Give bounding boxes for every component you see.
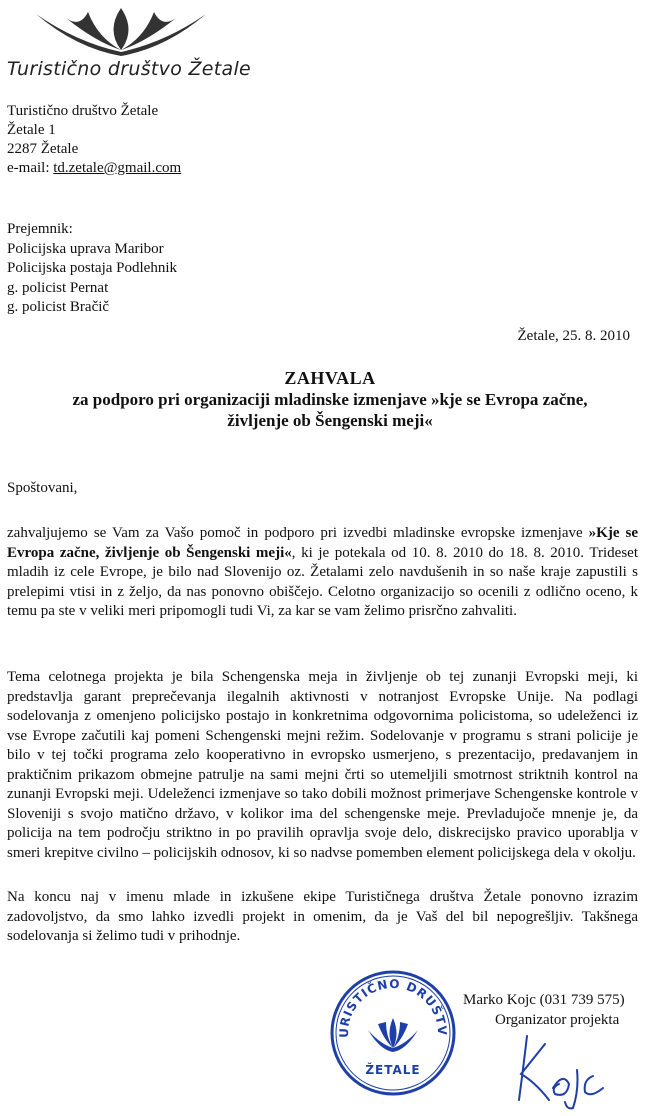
title-line-3: življenje ob Šengenski meji«	[227, 411, 433, 430]
greeting: Spoštovani,	[7, 480, 78, 496]
letter-date: Žetale, 25. 8. 2010	[517, 328, 630, 344]
sender-name: Turistično društvo Žetale	[7, 103, 159, 119]
sender-email-line	[7, 159, 181, 178]
organization-stamp	[328, 968, 458, 1098]
recipient-line: g. policist Pernat	[7, 279, 109, 296]
signatory-name: Marko Kojc (031 739 575)	[463, 992, 625, 1008]
recipient-label: Prejemnik:	[7, 221, 73, 237]
title-line-2: za podporo pri organizaciji mladinske izmenjave »kje se Evropa začne,	[72, 390, 588, 409]
letter-title	[0, 368, 660, 431]
recipient-line: Policijska postaja Podlehnik	[7, 260, 177, 276]
org-name: Turistično društvo Žetale	[7, 58, 252, 80]
paragraph-1-part-1: zahvaljujemo se Vam za Vašo pomoč in podporo pri izvedbi mladinske evropske izmenjave	[7, 525, 589, 541]
stamp-top-text: URISTIČNO DRUŠTV	[336, 976, 450, 1038]
project-name: »Kje se Evropa začne, življenje ob Šengenski meji«	[7, 525, 638, 561]
lotus-icon	[36, 8, 206, 56]
recipient-line: Policijska uprava Maribor	[7, 240, 164, 257]
stamp-bottom-text: ŽETALE	[365, 1063, 421, 1077]
paragraph-3: Na koncu naj v imenu mlade in izkušene ekipe Turističnega društva Žetale ponovno izrazim zadovoljstvo, da smo lahko izvedli projekt in omenim, da je Vaš del bil nepogrešljiv. Takšnega sodelovanja si želimo tudi v prihodnje.	[7, 889, 638, 944]
paragraph-2: Tema celotnega projekta je bila Schengenska meja in življenje ob tej zunanji Evropski meji, ki predstavlja garant preprečevanja ilegalnih aktivnosti v notranjost Evropske Unije. Na podlagi sodelovanja z omenjeno policijsko postajo in konkretnima odgovornima policistoma, so udeleženci iz vse Evrope začutili kaj pomeni Schengenski mejni režim. Sodelovanje v programu s strani policije je bilo v tej točki programa zelo kooperativno in evropsko usmerjeno, s prezentacijo, predavanjem in praktičnim prikazom obmejne patrulje na sami mejni črti so utemeljili smotrnost striktnih kontrol na zunanji Evropski meji. Udeleženci izmenjave so tako dobili možnost primerjave Schengenske kontrole v Sloveniji s svojo matično državo, v kolikor ima del schengenske meje. Prevladujoče mnenje je, da policija na tem področju striktno in po pravilih opravlja svoje delo, diskrecijsko pravico uporablja v smeri krepitve civilno – policijskih odnosov, ki so nadvse pomemben element policijskega dela v okolju.	[7, 669, 638, 861]
email-link[interactable]: td.zetale@gmail.com	[53, 160, 182, 176]
paragraph-1	[7, 524, 638, 622]
stamp-lotus-icon	[368, 1018, 418, 1052]
sender-post: 2287 Žetale	[7, 141, 79, 157]
sender-street: Žetale 1	[7, 122, 56, 138]
recipient-block	[7, 220, 177, 318]
handwritten-signature	[505, 1030, 615, 1110]
title-main: ZAHVALA	[284, 368, 376, 388]
email-label: e-mail:	[7, 160, 54, 176]
recipient-line: g. policist Bračič	[7, 299, 110, 315]
paragraph-1-part-2: , ki je potekala od 10. 8. 2010 do 18. 8. 2010. Trideset mladih iz cele Evrope, je bilo nad Slovenijo oz. Žetalami zelo navdušenih in so naše kraje zapustili s prelepimi vtisi in z željo, da nas ponovno obiščejo. Celotno organizacijo so ocenili z odlično oceno, k temu pa ste v veliki meri pripomogli tudi Vi, za kar se vam želimo prisrčno zahvaliti.	[7, 544, 638, 619]
signatory-role: Organizator projekta	[495, 1012, 620, 1028]
sender-address	[7, 102, 181, 178]
svg-text:TURISTIČNO DRUŠTVO	[328, 968, 449, 1038]
